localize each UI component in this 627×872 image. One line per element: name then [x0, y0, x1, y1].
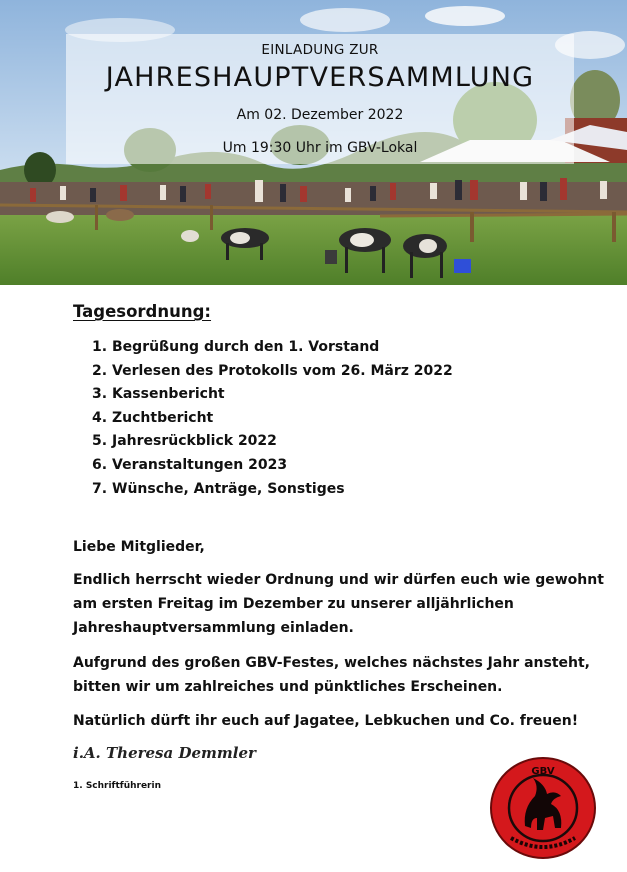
club-seal-goat-icon	[489, 756, 597, 860]
letter-line: Aufgrund des großen GBV-Festes, welches nächstes Jahr ansteht,	[73, 655, 590, 671]
agenda-item-number: 3.	[92, 386, 108, 403]
letter-line: bitten wir um zahlreiches und pünktliches Erscheinen.	[73, 679, 503, 695]
agenda-item-text: Veranstaltungen 2023	[112, 456, 288, 473]
letter-line: Jahreshauptversammlung einladen.	[73, 620, 354, 636]
letter-line: am ersten Freitag im Dezember zu unserer alljährlichen	[73, 596, 514, 612]
meeting-time-place: Um 19:30 Uhr im GBV-Lokal	[222, 140, 418, 156]
agenda-item-text: Kassenbericht	[112, 386, 225, 403]
logo-top-text: GBV	[531, 766, 555, 777]
agenda-item-number: 5.	[92, 433, 108, 450]
agenda-item-number: 1.	[92, 339, 108, 355]
letter-line: Endlich herrscht wieder Ordnung und wir dürfen euch wie gewohnt	[73, 572, 604, 588]
agenda-item-text: Wünsche, Anträge, Sonstiges	[112, 480, 345, 497]
header-photo	[0, 0, 627, 285]
agenda-item	[92, 479, 453, 503]
invitation-title-box	[66, 34, 574, 164]
invitation-kicker: EINLADUNG ZUR	[261, 42, 379, 58]
signature-role: 1. Schriftführerin	[73, 781, 161, 791]
agenda-item-number: 7.	[92, 480, 108, 497]
agenda-item	[92, 408, 453, 432]
agenda-item-text: Jahresrückblick 2022	[112, 433, 277, 450]
letter-greeting: Liebe Mitglieder,	[73, 539, 205, 555]
letter-paragraph-3	[73, 709, 578, 733]
agenda-item	[92, 384, 453, 408]
agenda-item	[92, 361, 453, 385]
letter-paragraph-1	[73, 568, 604, 640]
letter-paragraph-2	[73, 651, 590, 699]
agenda-item	[92, 455, 453, 479]
agenda-list	[92, 337, 453, 502]
agenda-item-number: 6.	[92, 456, 108, 473]
agenda-item-number: 4.	[92, 409, 108, 426]
agenda-item	[92, 337, 453, 361]
agenda-item-text: Begrüßung durch den 1. Vorstand	[112, 339, 380, 355]
agenda-item	[92, 431, 453, 455]
agenda-heading: Tagesordnung:	[73, 302, 212, 321]
agenda-item-text: Verlesen des Protokolls vom 26. März 2022	[112, 362, 453, 379]
meeting-date: Am 02. Dezember 2022	[236, 107, 404, 123]
signature-name: i.A. Theresa Demmler	[73, 744, 256, 762]
letter-line: Natürlich dürft ihr euch auf Jagatee, Lebkuchen und Co. freuen!	[73, 713, 579, 729]
invitation-title: JAHRESHAUPTVERSAMMLUNG	[105, 62, 535, 93]
agenda-item-number: 2.	[92, 362, 108, 379]
agenda-item-text: Zuchtbericht	[112, 409, 214, 426]
